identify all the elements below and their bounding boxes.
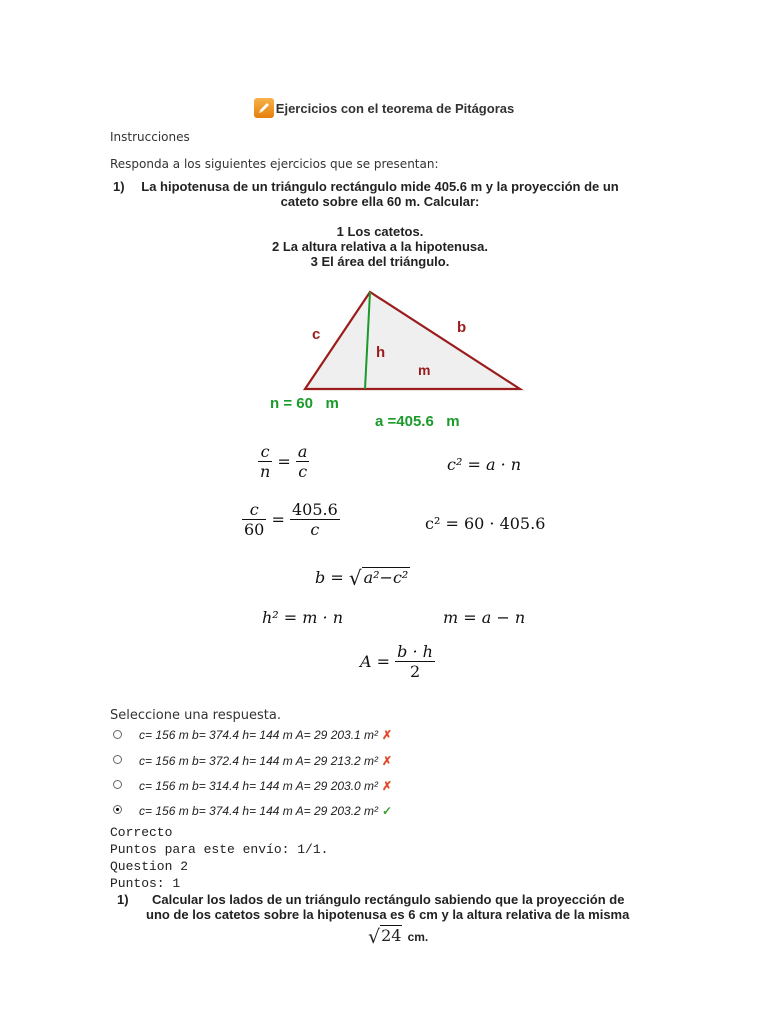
points-label: Puntos: 1	[110, 876, 181, 891]
formula-c-squared-1: c² = a · n	[447, 455, 522, 474]
points-sent: Puntos para este envío: 1/1.	[110, 842, 329, 857]
title-text: Ejercicios con el teorema de Pitágoras	[275, 101, 515, 116]
label-c: c	[312, 326, 321, 343]
option-radio-1[interactable]	[113, 730, 122, 739]
question-2-line-2: uno de los catetos sobre la hipotenusa es 6 cm y la altura relativa de la misma	[146, 907, 630, 922]
option-1-text: c= 156 m b= 374.4 h= 144 m A= 29 203.1 m²	[139, 728, 379, 742]
question-2-number: 1)	[117, 892, 129, 907]
label-b: b	[457, 319, 467, 336]
instructions-text: Responda a los siguientes ejercicios que se presentan:	[110, 157, 439, 171]
incorrect-icon: ✗	[382, 779, 393, 793]
question-line-2: cateto sobre ella 60 m. Calcular:	[280, 194, 480, 209]
label-n: n = 60 m	[270, 395, 339, 412]
answer-prompt: Seleccione una respuesta.	[110, 708, 281, 723]
option-4-text: c= 156 m b= 374.4 h= 144 m A= 29 203.2 m²	[139, 804, 379, 818]
question-line-1: La hipotenusa de un triángulo rectángulo mide 405.6 m y la proyección de un	[141, 179, 619, 194]
formula-m: m = a − n	[443, 608, 526, 627]
formula-c-squared-2: c² = 60 · 405.6	[425, 514, 546, 533]
question-2-line-1: Calcular los lados de un triángulo rectángulo sabiendo que la proyección de	[152, 892, 625, 907]
label-a: a =405.6 m	[375, 413, 460, 430]
page-title	[0, 98, 768, 118]
formula-proportion-2: $\frac{c}{60}$ = $\frac{405.6}{c}$	[244, 500, 338, 539]
incorrect-icon: ✗	[382, 754, 393, 768]
correct-icon: ✓	[382, 804, 393, 818]
option-4[interactable]	[139, 804, 392, 818]
formula-h-squared: h² = m · n	[262, 608, 344, 627]
triangle-diagram	[250, 280, 550, 430]
option-3-text: c= 156 m b= 314.4 h= 144 m A= 29 203.0 m²	[139, 779, 379, 793]
instructions-heading: Instrucciones	[110, 130, 190, 144]
task-2: 2 La altura relativa a la hipotenusa.	[271, 239, 489, 254]
option-2-text: c= 156 m b= 372.4 h= 144 m A= 29 213.2 m²	[139, 754, 379, 768]
label-h: h	[376, 344, 386, 361]
option-1[interactable]	[139, 728, 392, 742]
formula-proportion-1: $\frac{c}{n}$ = $\frac{a}{c}$	[260, 442, 308, 481]
option-2[interactable]	[139, 754, 392, 768]
option-radio-3[interactable]	[113, 780, 122, 789]
task-1: 1 Los catetos.	[336, 224, 424, 239]
result-text: Correcto	[110, 825, 173, 840]
pencil-icon	[254, 98, 274, 118]
question-2-radical: √24 cm.	[368, 926, 429, 948]
triangle-shape	[305, 292, 520, 389]
formula-area: A = $\frac{b \cdot h}{2}$	[360, 642, 433, 681]
question-number: 1)	[113, 179, 125, 194]
option-radio-2[interactable]	[113, 755, 122, 764]
incorrect-icon: ✗	[382, 728, 393, 742]
task-3: 3 El área del triángulo.	[310, 254, 450, 269]
question-label: Question 2	[110, 859, 189, 874]
option-radio-4[interactable]	[113, 805, 122, 814]
option-3[interactable]	[139, 779, 392, 793]
label-m: m	[418, 362, 431, 378]
formula-b: b = √ a²−c²	[315, 566, 409, 590]
